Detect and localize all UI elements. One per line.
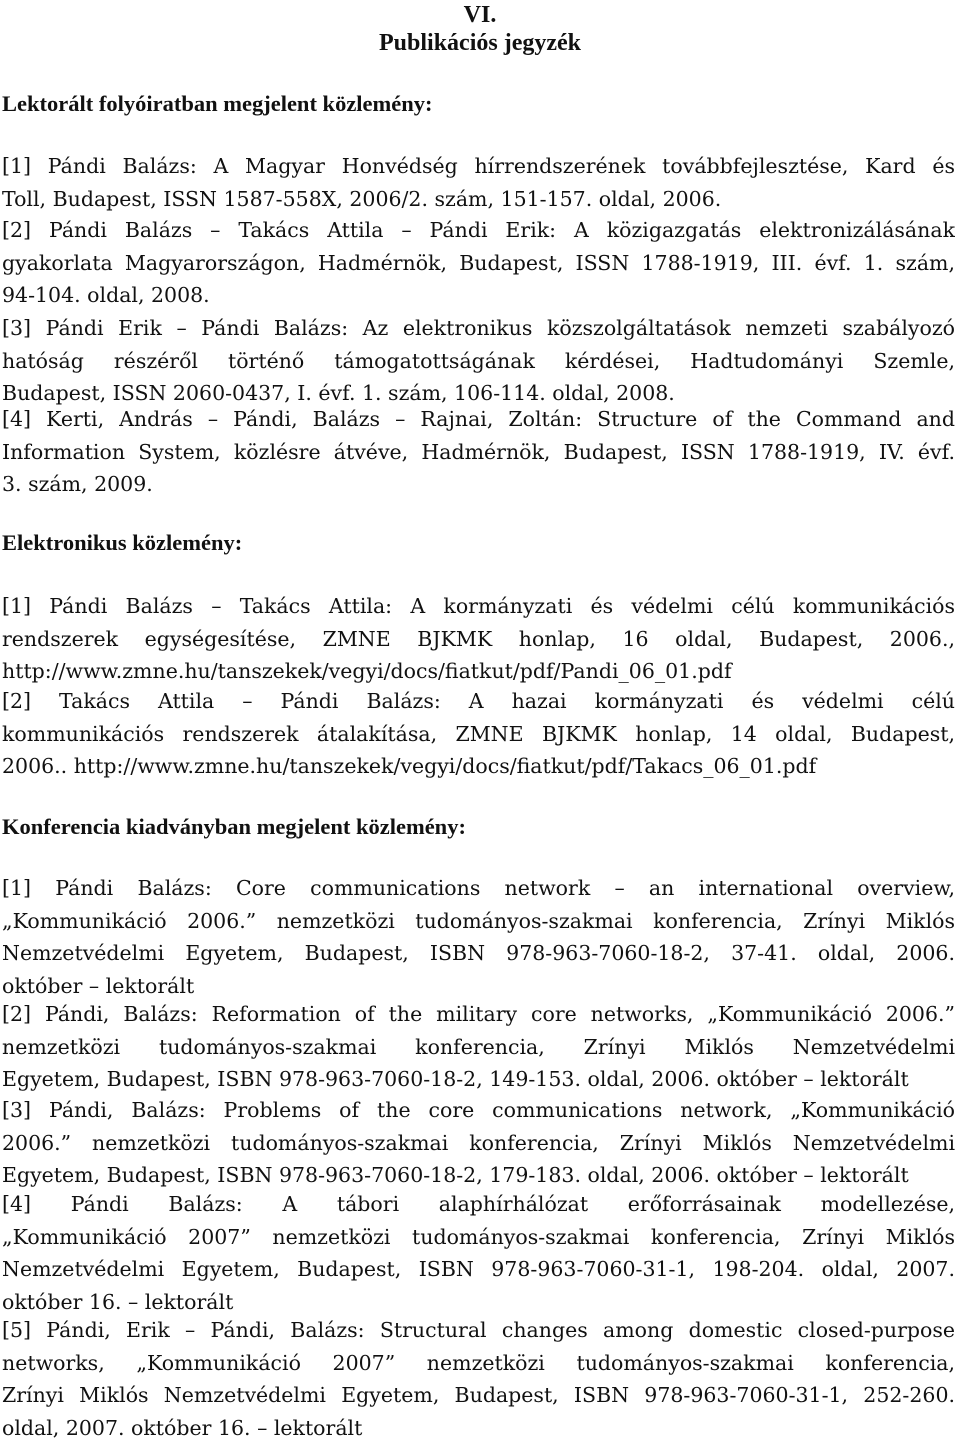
journal-entry-1 bbox=[2, 150, 955, 215]
entry-line: Egyetem, Budapest, ISBN 978-963-7060-18-2, 149-153. oldal, 2006. október – lektorált bbox=[2, 1063, 955, 1096]
entry-line: http://www.zmne.hu/tanszekek/vegyi/docs/fiatkut/pdf/Pandi_06_01.pdf bbox=[2, 655, 955, 688]
conference-entry-4 bbox=[2, 1188, 955, 1318]
conference-entry-2 bbox=[2, 998, 955, 1096]
entry-line: kommunikációs rendszerek átalakítása, ZMNE BJKMK honlap, 14 oldal, Budapest, bbox=[2, 718, 955, 751]
section-heading-electronic-publications: Elektronikus közlemény: bbox=[2, 527, 952, 559]
journal-entry-3 bbox=[2, 312, 955, 410]
chapter-number: VI. bbox=[0, 0, 960, 30]
conference-entry-1 bbox=[2, 872, 955, 1002]
entry-line: 94-104. oldal, 2008. bbox=[2, 279, 955, 312]
entry-line: [2] Pándi, Balázs: Reformation of the military core networks, „Kommunikáció 2006.” bbox=[2, 998, 955, 1031]
entry-line: Nemzetvédelmi Egyetem, Budapest, ISBN 978-963-7060-31-1, 198-204. oldal, 2007. bbox=[2, 1253, 955, 1286]
entry-line: [3] Pándi, Balázs: Problems of the core communications network, „Kommunikáció bbox=[2, 1094, 955, 1127]
entry-line: [4] Kerti, András – Pándi, Balázs – Rajnai, Zoltán: Structure of the Command and bbox=[2, 403, 955, 436]
entry-line: Zrínyi Miklós Nemzetvédelmi Egyetem, Budapest, ISBN 978-963-7060-31-1, 252-260. bbox=[2, 1379, 955, 1412]
entry-line: oldal, 2007. október 16. – lektorált bbox=[2, 1412, 955, 1444]
journal-entry-2 bbox=[2, 214, 955, 312]
entry-line: [4] Pándi Balázs: A tábori alaphírhálózat erőforrásainak modellezése, bbox=[2, 1188, 955, 1221]
chapter-title: Publikációs jegyzék bbox=[0, 28, 960, 58]
entry-line: 3. szám, 2009. bbox=[2, 468, 955, 501]
entry-line: „Kommunikáció 2007” nemzetközi tudományos-szakmai konferencia, Zrínyi Miklós bbox=[2, 1221, 955, 1254]
entry-line: Budapest, ISSN 2060-0437, I. évf. 1. szám, 106-114. oldal, 2008. bbox=[2, 377, 955, 410]
entry-line: [2] Pándi Balázs – Takács Attila – Pándi Erik: A közigazgatás elektronizálásának bbox=[2, 214, 955, 247]
entry-line: networks, „Kommunikáció 2007” nemzetközi tudományos-szakmai konferencia, bbox=[2, 1347, 955, 1380]
entry-line: [1] Pándi Balázs: Core communications network – an international overview, bbox=[2, 872, 955, 905]
entry-line: rendszerek egységesítése, ZMNE BJKMK honlap, 16 oldal, Budapest, 2006., bbox=[2, 623, 955, 656]
electronic-entry-2 bbox=[2, 685, 955, 783]
entry-line: 2006.” nemzetközi tudományos-szakmai konferencia, Zrínyi Miklós Nemzetvédelmi bbox=[2, 1127, 955, 1160]
entry-line: „Kommunikáció 2006.” nemzetközi tudományos-szakmai konferencia, Zrínyi Miklós bbox=[2, 905, 955, 938]
entry-line: gyakorlata Magyarországon, Hadmérnök, Budapest, ISSN 1788-1919, III. évf. 1. szám, bbox=[2, 247, 955, 280]
conference-entry-5 bbox=[2, 1314, 955, 1444]
entry-line: Egyetem, Budapest, ISBN 978-963-7060-18-2, 179-183. oldal, 2006. október – lektorált bbox=[2, 1159, 955, 1192]
conference-entry-3 bbox=[2, 1094, 955, 1192]
entry-line: [5] Pándi, Erik – Pándi, Balázs: Structural changes among domestic closed-purpose bbox=[2, 1314, 955, 1347]
entry-line: 2006.. http://www.zmne.hu/tanszekek/vegyi/docs/fiatkut/pdf/Takacs_06_01.pdf bbox=[2, 750, 955, 783]
entry-line: [1] Pándi Balázs: A Magyar Honvédség hírrendszerének továbbfejlesztése, Kard és bbox=[2, 150, 955, 183]
entry-line: október – lektorált bbox=[2, 970, 955, 1003]
entry-line: [3] Pándi Erik – Pándi Balázs: Az elektronikus közszolgáltatások nemzeti szabályozó bbox=[2, 312, 955, 345]
entry-line: Information System, közlésre átvéve, Hadmérnök, Budapest, ISSN 1788-1919, IV. évf. bbox=[2, 436, 955, 469]
section-heading-conference-proceedings: Konferencia kiadványban megjelent közlemény: bbox=[2, 811, 952, 843]
electronic-entry-1 bbox=[2, 590, 955, 688]
entry-line: október 16. – lektorált bbox=[2, 1286, 955, 1319]
entry-line: Nemzetvédelmi Egyetem, Budapest, ISBN 978-963-7060-18-2, 37-41. oldal, 2006. bbox=[2, 937, 955, 970]
entry-line: [2] Takács Attila – Pándi Balázs: A hazai kormányzati és védelmi célú bbox=[2, 685, 955, 718]
entry-line: Toll, Budapest, ISSN 1587-558X, 2006/2. szám, 151-157. oldal, 2006. bbox=[2, 183, 955, 216]
entry-line: nemzetközi tudományos-szakmai konferencia, Zrínyi Miklós Nemzetvédelmi bbox=[2, 1031, 955, 1064]
entry-line: hatóság részéről történő támogatottságának kérdései, Hadtudományi Szemle, bbox=[2, 345, 955, 378]
section-heading-peer-reviewed-journals: Lektorált folyóiratban megjelent közlemény: bbox=[2, 88, 952, 120]
journal-entry-4 bbox=[2, 403, 955, 501]
entry-line: [1] Pándi Balázs – Takács Attila: A kormányzati és védelmi célú kommunikációs bbox=[2, 590, 955, 623]
